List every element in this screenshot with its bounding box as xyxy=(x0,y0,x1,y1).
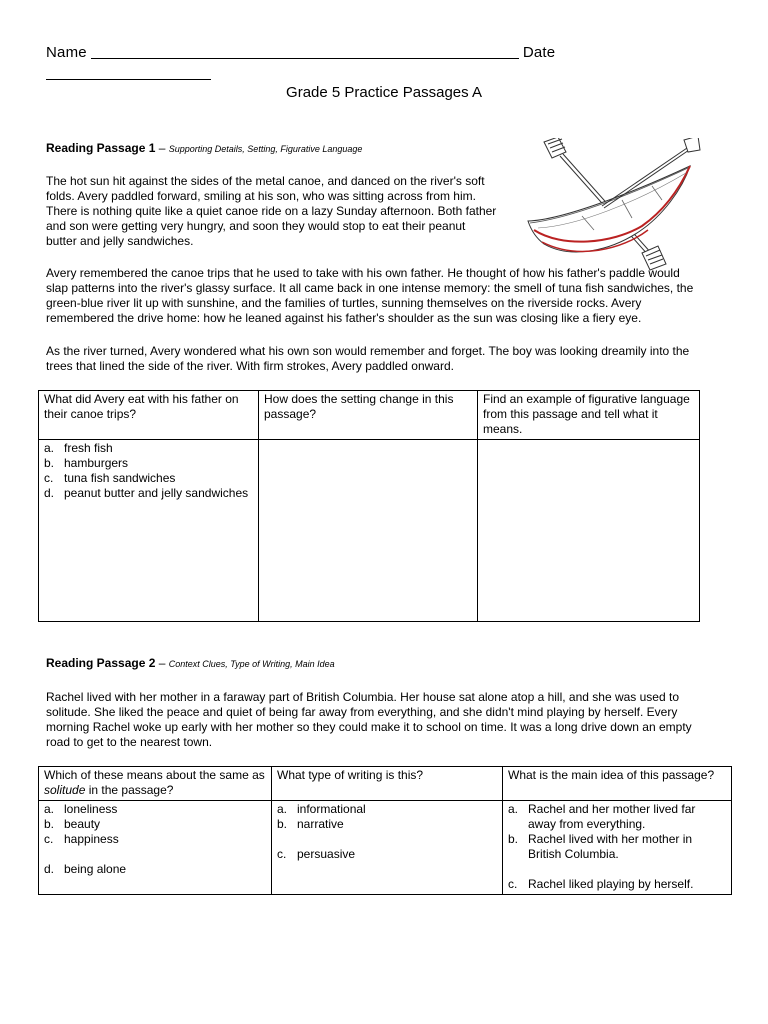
page-title: Grade 5 Practice Passages A xyxy=(286,84,482,101)
passage1-heading: Reading Passage 1 – Supporting Details, Setting, Figurative Language xyxy=(46,141,363,155)
list-item[interactable]: d. peanut butter and jelly sandwiches xyxy=(44,486,249,500)
canoe-with-paddles-icon xyxy=(522,138,702,284)
passage2-skills: Context Clues, Type of Writing, Main Idea xyxy=(168,659,335,669)
passage2-answer-1[interactable] xyxy=(39,801,272,895)
date-label: Date xyxy=(522,44,556,61)
passage2-question-3: What is the main idea of this passage? xyxy=(503,767,732,801)
passage2-question-1: Which of these means about the same as solitude in the passage? xyxy=(39,767,272,801)
date-blank[interactable] xyxy=(46,65,211,80)
passage2-question-table xyxy=(38,766,732,895)
list-item[interactable]: b. beauty xyxy=(44,817,101,831)
list-item[interactable]: c. Rachel liked playing by herself. xyxy=(508,877,694,891)
passage1-paragraph-2: Avery remembered the canoe trips that he used to take with his own father. He thought of how his father's paddle would slap patterns into the river's glassy surface. It all came back in one intense memory: the smell of tuna fish sandwiches, the green-blue river lit up with sunshine, and the families of turtles, sunning themselves on the riverside rocks. Avery remembered the drive home: how he leaned against his father's shoulder as the sun was closing like a fiery eye. xyxy=(46,266,694,325)
passage1-skills: Supporting Details, Setting, Figurative Language xyxy=(168,144,363,154)
name-blank[interactable] xyxy=(91,44,519,59)
passage1-question-2: How does the setting change in this passage? xyxy=(259,391,478,440)
name-date-line xyxy=(46,44,555,61)
passage2-heading: Reading Passage 2 – Context Clues, Type of Writing, Main Idea xyxy=(46,656,335,670)
passage1-paragraph-1: The hot sun hit against the sides of the metal canoe, and danced on the river's soft folds. Avery paddled forward, smiling at his son, who was sitting across from him. There is nothing quite like a quiet canoe ride on a lazy Sunday afternoon. Both father and son were getting very hungry, and soon they would stop to eat their peanut butter and jelly sandwiches. xyxy=(46,174,497,248)
passage2-answer-2[interactable] xyxy=(272,801,503,895)
passage1-answer-2[interactable] xyxy=(259,440,478,622)
list-item[interactable]: b. hamburgers xyxy=(44,456,129,470)
list-item[interactable]: a. fresh fish xyxy=(44,441,113,455)
list-item[interactable]: a. informational xyxy=(277,802,366,816)
passage1-answer-3[interactable] xyxy=(478,440,700,622)
list-item[interactable]: b. narrative xyxy=(277,817,344,831)
list-item[interactable]: c. happiness xyxy=(44,832,119,846)
passage1-question-1: What did Avery eat with his father on their canoe trips? xyxy=(39,391,259,440)
name-label: Name xyxy=(46,44,87,61)
list-item[interactable]: a. loneliness xyxy=(44,802,118,816)
list-item[interactable]: c. tuna fish sandwiches xyxy=(44,471,176,485)
list-item[interactable]: c. persuasive xyxy=(277,847,356,861)
passage2-question-2: What type of writing is this? xyxy=(272,767,503,801)
passage1-question-3: Find an example of figurative language from this passage and tell what it means. xyxy=(478,391,700,440)
list-item[interactable]: d. being alone xyxy=(44,862,127,876)
passage1-paragraph-3: As the river turned, Avery wondered what his own son would remember and forget. The boy was looking dreamily into the trees that lined the side of the river. With firm strokes, Avery paddled onward. xyxy=(46,344,690,373)
list-item[interactable]: b. Rachel lived with her mother in British Columbia. xyxy=(508,832,693,861)
passage2-answer-3[interactable] xyxy=(503,801,732,895)
list-item[interactable]: a. Rachel and her mother lived far away from everything. xyxy=(508,802,696,831)
passage1-question-table xyxy=(38,390,700,622)
passage2-paragraph: Rachel lived with her mother in a faraway part of British Columbia. Her house sat alone atop a hill, and she was used to solitude. She liked the peace and quiet of being far away from everything, and she didn't mind playing by herself. Every morning Rachel woke up early with her mother so they could make it to school on time. It was a long drive down an empty road to get to the nearest town. xyxy=(46,690,692,749)
passage1-answer-1[interactable] xyxy=(39,440,259,622)
